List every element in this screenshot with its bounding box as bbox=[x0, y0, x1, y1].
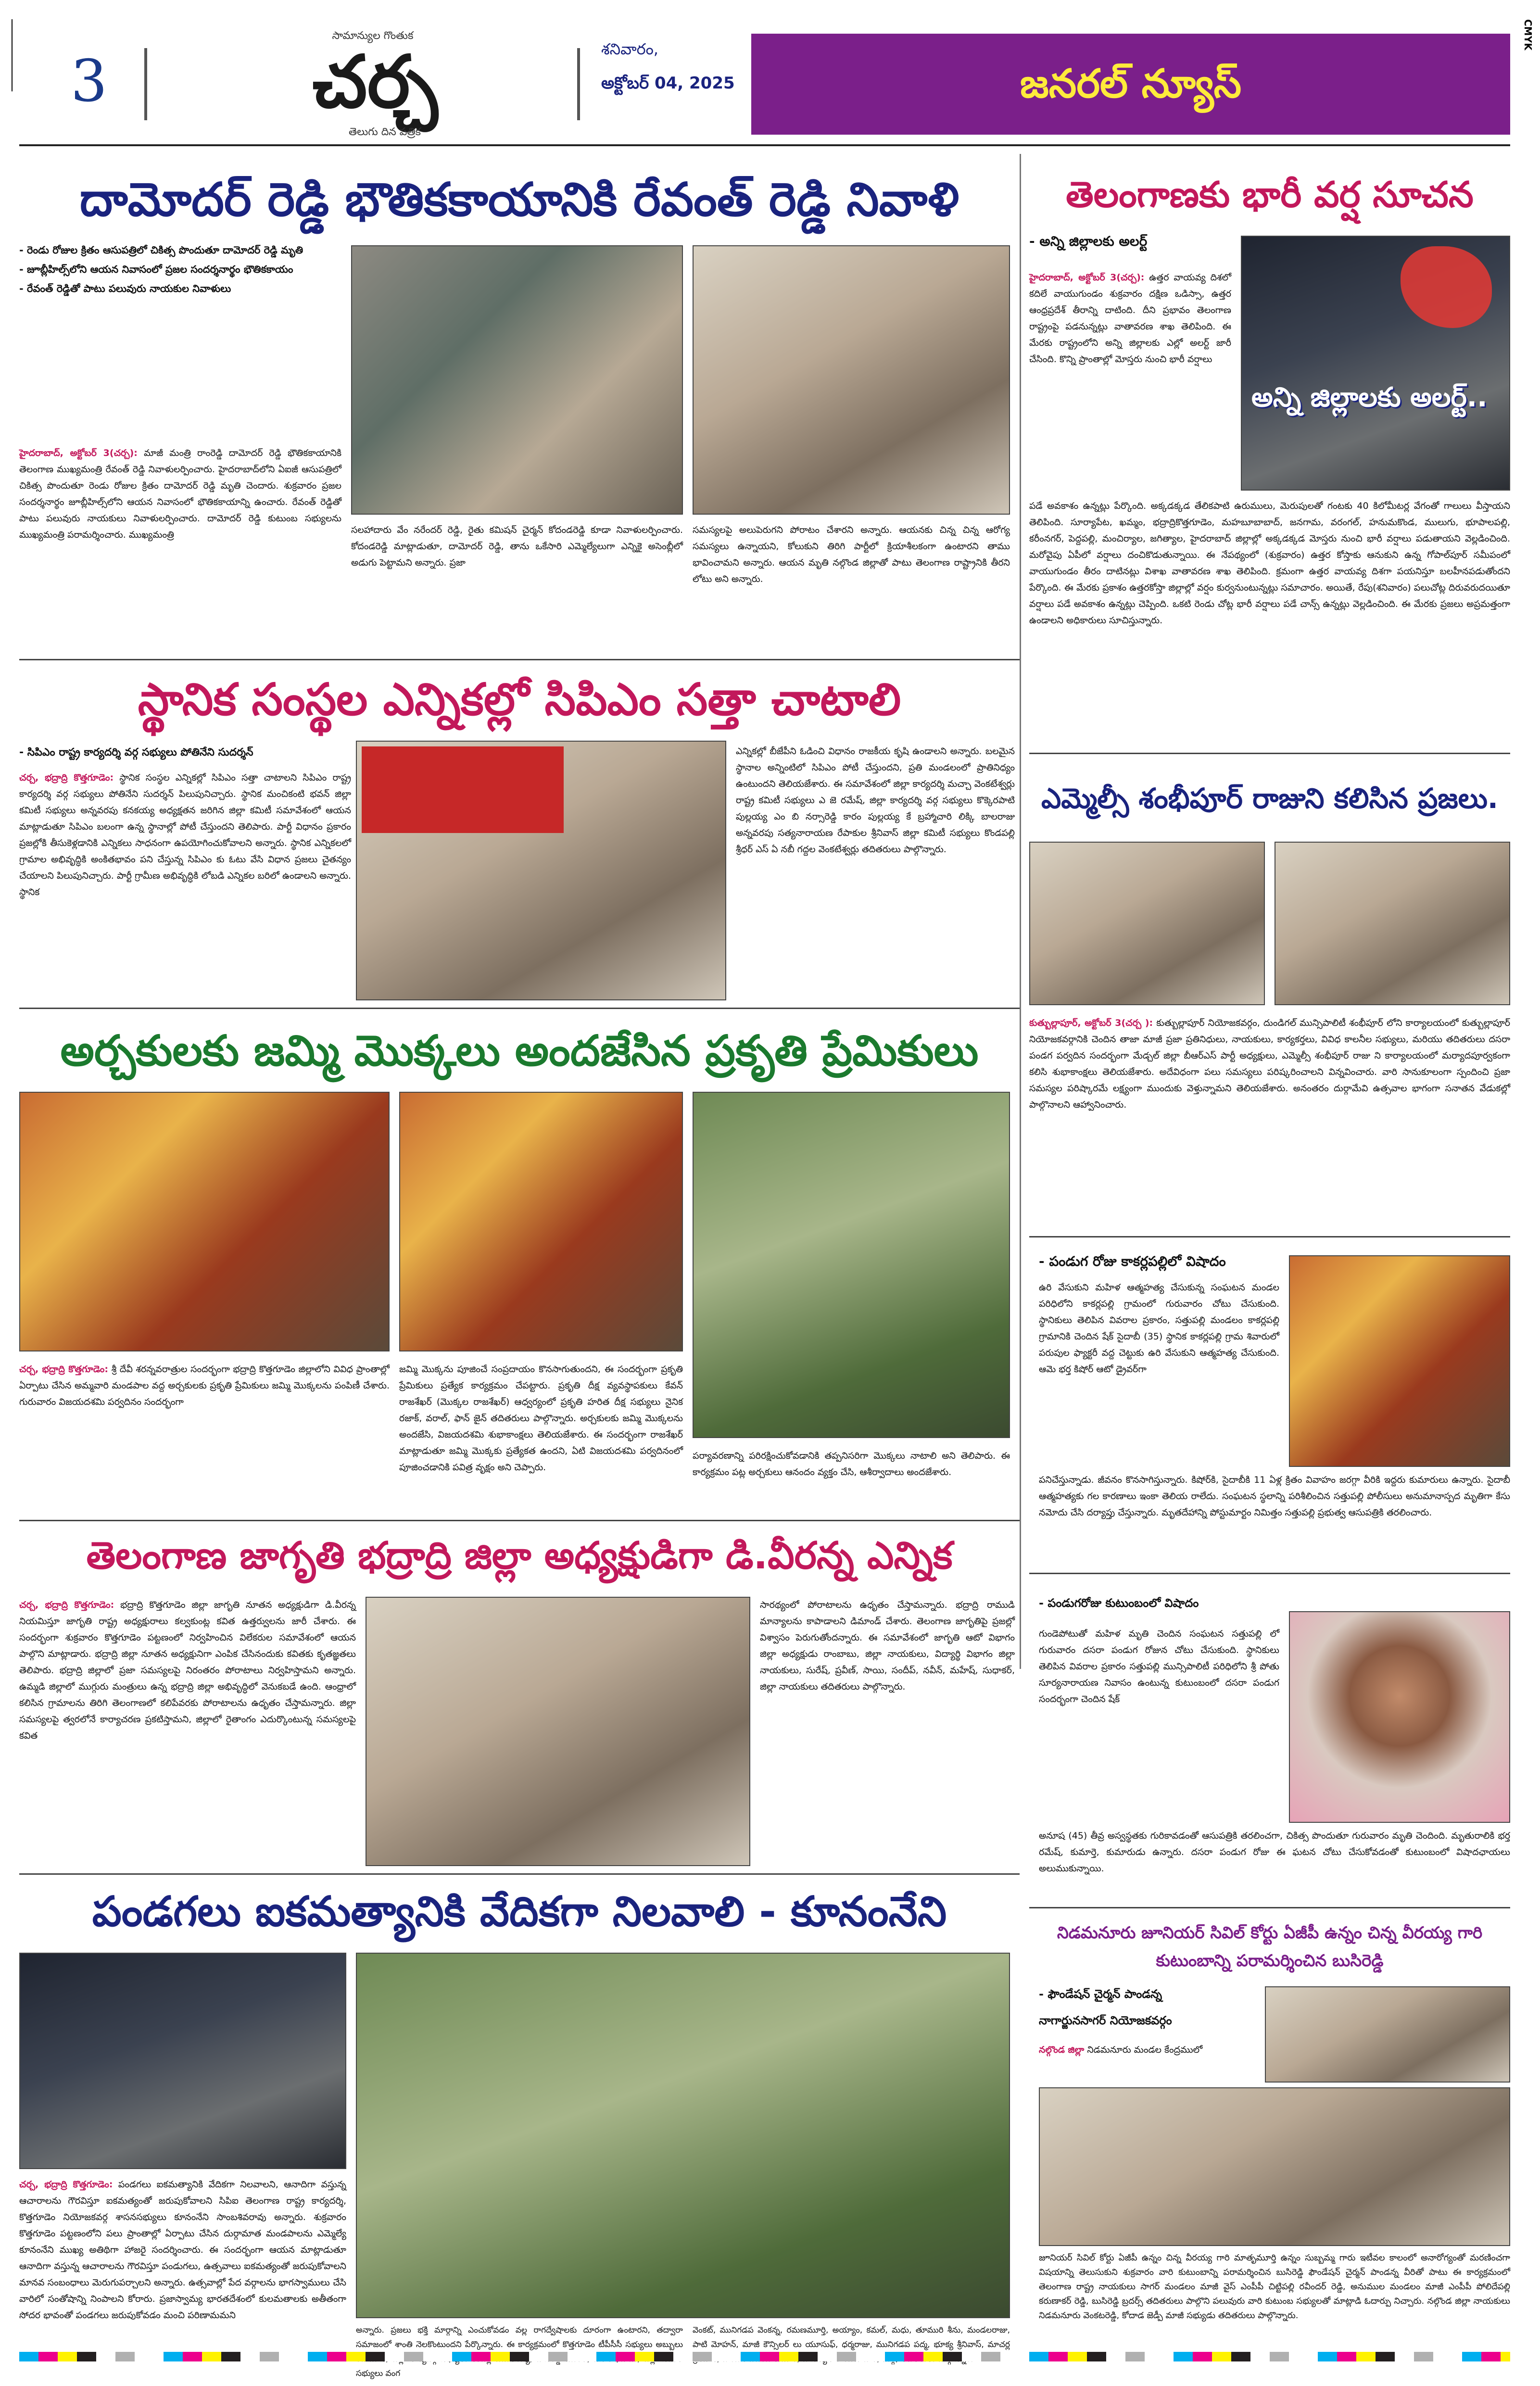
story1-body-col2: సలహాదారు వేం నరేందర్ రెడ్డి, రైతు కమిషన్ చైర్మన్ కోదండరెడ్డి కూడా నివాళులర్పించారు. కోదండరెడ్డి మాట్లాడుతూ, దామోదర్ రెడ్డి, తాను ఒకేసారి ఎమ్మెల్యేలుగా ఎన్నికై అసెంబ్లీలో అడుగు పెట్టామని అన్నారు. ప్రజా bbox=[351, 525, 683, 568]
story5-body-col3: పర్యావరణాన్ని పరిరక్షించుకోవడానికి తప్పనిసరిగా మొక్కలు నాటాలి అని తెలిపారు. ఈ కార్యక్రమం పట్ల అర్చకులు ఆనందం వ్యక్తం చేసి, ఆశీర్వాదాలు అందజేశారు. bbox=[693, 1451, 1010, 1477]
masthead-logo bbox=[250, 29, 500, 144]
story4-photo-right bbox=[1275, 842, 1510, 1005]
story4-rule bbox=[1029, 1236, 1510, 1237]
story3-photo-meeting bbox=[356, 741, 726, 1000]
story5-headline: అర్చకులకు జమ్మి మొక్కలు అందజేసిన ప్రకృతి ప్రేమికులు bbox=[60, 1026, 979, 1075]
story7-byline: చర్చ, భద్రాద్రి కొత్తగూడెం: bbox=[19, 1600, 114, 1610]
story10-lead bbox=[1039, 2042, 1250, 2061]
story8-headline: - పండుగరోజు కుటుంబంలో విషాదం bbox=[1039, 1596, 1199, 1610]
story8-photo-portrait bbox=[1289, 1611, 1510, 1823]
story7-rule bbox=[19, 1873, 1020, 1875]
story10-photo-large bbox=[1039, 2087, 1510, 2246]
issue-date: అక్టోబర్ 04, 2025 bbox=[601, 74, 735, 93]
story9-photo-mandapam bbox=[356, 1953, 1010, 2318]
story7-headline: తెలంగాణ జాగృతి భద్రాద్రి జిల్లా అధ్యక్షుడిగా డి.వీరన్న ఎన్నిక bbox=[86, 1534, 953, 1578]
story9-text: పండగలు ఐకమత్యానికి వేదికగా నిలవాలని, ఆనాదిగా వస్తున్న ఆచారాలను గౌరవిస్తూ ఐకమత్యంతో జరుపుకోవాలని సిపిఐ తెలంగాణ రాష్ట్ర కార్యదర్శి, కొత్తగూడెం నియోజకవర్గ శాసనసభ్యులు కూనంనేని సాంబశివరావు అన్నారు. శుక్రవారం కొత్తగూడెం పట్టణంలోని పలు ప్రాంతాల్లో ఏర్పాటు చేసిన దుర్గామాత మండపాలను ఎమ్మెల్యే కూనంనేని ముఖ్య అతిథిగా హాజరై సందర్శించారు. ఈ సందర్భంగా ఆయన మాట్లాడుతూ ఆనాదిగా వస్తున్న ఆచారాలను గౌరవిస్తూ పండుగలు, ఉత్సవాలు ఐకమత్యంతో జరుపుకోవాలని మానవ సంబంధాలు మెరుగుపర్చాలని అన్నారు. ఉత్సవాల్లో పేద వర్గాలను భాగస్వాములు చేసి వారిలో సంతోషాన్ని నింపాలని కోరారు. ప్రజాస్వామ్య భారతదేశంలో కులమతాలకు అతీతంగా సోదర భావంతో పండగలు జరుపుకోవడం మంచి పరిణామమని bbox=[19, 2179, 346, 2321]
color-mark-right: CMYK bbox=[1522, 19, 1534, 50]
story4-headline: ఎమ్మెల్సీ శంభీపూర్ రాజుని కలిసిన ప్రజలు. bbox=[1041, 782, 1498, 815]
story1-bullet: - రెండు రోజుల క్రితం ఆసుపత్రిలో చికిత్స పొందుతూ దామోదర్ రెడ్డి మృతి bbox=[19, 244, 303, 256]
story6-body: పనిచేస్తున్నాడు. జీవనం కొనసాగిస్తున్నారు. కిషోర్‌కి, సైదాబీకి 11 ఏళ్ల క్రితం వివాహం జరగ్గా వీరికి ఇద్దరు కుమారులు ఉన్నారు. సైదాబీ ఆత్మహత్యకు గల కారణాలు ఇంకా తెలియ రాలేదు. సంఘటన స్థలాన్ని పరిశీలించిన సత్తుపల్లి పోలీసులు అనుమానాస్పద మృతిగా కేసు నమోదు చేసి దర్యాప్తు చేస్తున్నారు. మృతదేహాన్ని పోస్టుమార్టం నిమిత్తం సత్తుపల్లి ప్రభుత్వ ఆసుపత్రికి తరలించారు. bbox=[1039, 1475, 1510, 1518]
story4-photo-left bbox=[1029, 842, 1265, 1005]
story8-lead: గుండెపోటుతో మహిళ మృతి చెందిన సంఘటన సత్తుపల్లి లో గురువారం దసరా పండుగ రోజున చోటు చేసుకుంది. స్థానికులు తెలిపిన వివరాల ప్రకారం సత్తుపల్లి మున్సిపాలిటీ పరిధిలోని శ్రీ పోతు సూర్యనారాయణ నివాసం ఉంటున్న కుటుంబంలో దసరా పండుగ సందర్భంగా చెందిన షేక్ bbox=[1039, 1629, 1279, 1704]
story6-headline: - పండుగ రోజు కాకర్లపల్లిలో విషాదం bbox=[1039, 1253, 1226, 1269]
story7-text: భద్రాద్రి కొత్తగూడెం జిల్లా జాగృతి నూతన అధ్యక్షుడిగా డి.వీరన్న నియమిస్తూ జాగృతి రాష్ట్ర అధ్యక్షురాలు కల్వకుంట్ల కవిత ఉత్తర్వులను జారీ చేశారు. ఈ సందర్భంగా శుక్రవారం కొత్తగూడెం పట్టణంలో నిర్వహించిన విలేకరుల సమావేశంలో ఆయన పాల్గొని మాట్లాడారు. భద్రాద్రి జిల్లా నూతన అధ్యక్షునిగా ఎంపిక చేసినందుకు కవితకు కృతజ్ఞతలు తెలిపారు. భద్రాద్రి జిల్లాలో ప్రజా సమస్యలపై నిరంతరం పోరాటాలు నిర్వహిస్తామని అన్నారు. ఉమ్మడి జిల్లాలో ముగ్గురు మంత్రులు ఉన్న భద్రాద్రి జిల్లా అభివృద్ధిలో వెనుకబడే ఉంది. ఆంధ్రాలో కలిసిన గ్రామాలను తిరిగి తెలంగాణలో కలిపేవరకు పోరాటాలను ఉధృతం చేస్తామన్నారు. జిల్లా సమస్యలపై త్వరలోనే కార్యాచరణ ప్రకటిస్తామని, జిల్లాలో రైతాంగం ఎదుర్కొంటున్న సమస్యలపై కవిత bbox=[19, 1600, 356, 1741]
story9-body-col2: అన్నారు. ప్రజలు భక్తి మార్గాన్ని ఎంచుకోవడం వల్ల రాగద్వేషాలకు దూరంగా ఉంటారని, తద్వారా సమాజంలో శాంతి నెలకొంటుందని పేర్కొన్నారు. ఈ కార్యక్రమంలో కొత్తగూడెం టీపీసీసీ సభ్యులు అబ్బులు సభ్యులు వంగ bbox=[356, 2325, 683, 2378]
story6-lead: ఉరి వేసుకుని మహిళ ఆత్మహత్య చేసుకున్న సంఘటన మండల పరిధిలోని కాకర్లపల్లి గ్రామంలో గురువారం చోటు చేసుకుంది. స్థానికులు తెలిపిన వివరాల ప్రకారం, సత్తుపల్లి మండలం కాకర్లపల్లి గ్రామానికి చెందిన షేక్ సైదాబీ (35) స్థానిక కాకర్లపల్లి గ్రామ శివారులో పరుపుల ఫ్యాక్టరీ వద్ద చెట్టుకు ఉరి వేసుకుని ఆత్మహత్య చేసుకుంది. ఆమె భర్త కిషోర్ ఆటో డ్రైవర్‌గా bbox=[1039, 1282, 1279, 1375]
story10-subhead2: నాగార్జునసాగర్ నియోజకవర్గం bbox=[1039, 2014, 1172, 2027]
story5-body-col1 bbox=[19, 1361, 390, 1515]
cpm-banner bbox=[362, 746, 564, 833]
story2-rule bbox=[1029, 753, 1510, 754]
section-title: జనరల్ న్యూస్ bbox=[1020, 61, 1242, 107]
story2-headline: తెలంగాణకు భారీ వర్ష సూచన bbox=[1066, 174, 1474, 215]
column-divider bbox=[1020, 154, 1021, 1669]
story3-byline: చర్చ, భద్రాద్రి కొత్తగూడెం: bbox=[19, 772, 114, 783]
story10-body: జూనియర్ సివిల్ కోర్టు ఏజీపీ ఉన్నం చిన్న వీరయ్య గారి మాతృమూర్తి ఉన్నం సుబ్బమ్మ గారు ఇటీవల కాలంలో అనారోగ్యంతో మరణించగా విషయాన్ని తెలుసుకుని శుక్రవారం వారి కుటుంబాన్ని పరామర్శించిన బుసిరెడ్డి ఫౌండేషన్ చైర్మన్ పాండన్న వీరితో పాటు ఈ కార్యక్రమంలో తెలంగాణ రాష్ట్ర నాయకులు సాగర్ మండలం మాజీ వైస్ ఎంపీపీ చిట్టిపల్లి రవీందర్ రెడ్డి, అనుముల మండలం మాజీ ఎంపీపీ పోలిదేపల్లి కరుణాకర్ రెడ్డి, బుసిరెడ్డి బ్రదర్స్ తదితరులు పాల్గొని పలువురు వారి కుటుంబ సభ్యులతో మాట్లాడి ఓదార్పు నిచ్చారు. నల్గొండ జిల్లా నాయకులు నిడమనూరు వెంకటరెడ్డి, కోదాడ జెడ్పీ మాజీ సభ్యుడు తదితరులు పాల్గొన్నారు. bbox=[1039, 2253, 1510, 2321]
issue-day: శనివారం, bbox=[601, 40, 658, 58]
story4-body bbox=[1029, 1015, 1510, 1226]
story10-subhead1: - ఫౌండేషన్ చైర్మన్ పాండన్న bbox=[1039, 1987, 1162, 2001]
story3-rule bbox=[19, 1008, 1020, 1009]
masthead-divider-right bbox=[577, 48, 580, 120]
logo-subtitle: తెలుగు దిన పత్రిక bbox=[348, 126, 421, 138]
story7-body-col1 bbox=[19, 1597, 356, 1866]
footer-color-bar bbox=[19, 2352, 1510, 2361]
story6-photo bbox=[1289, 1255, 1510, 1467]
story9-byline: చర్చ, భద్రాద్రి కొత్తగూడెం: bbox=[19, 2179, 113, 2190]
story1-photo-leaders bbox=[693, 245, 1010, 515]
story4-text: కుత్బుల్లాపూర్ నియోజకవర్గం, దుండిగల్ మున్సిపాలిటీ శంభీపూర్ లోని కార్యాలయంలో కుత్బుల్లాపూర్ నియోజకవర్గానికి చెందిన తాజా మాజీ ప్రజా ప్రతినిధులు, నాయకులు, కార్యకర్తలు, వివిధ కాలనీల సభ్యులు, మరియు తదితరులు దసరా పండగ పర్వదిన సందర్భంగా మేడ్చల్ జిల్లా బీఆర్‌ఎస్ పార్టీ అధ్యక్షులు, ఎమ్మెల్సీ శంభీపూర్ రాజు ని కార్యాలయంలో మర్యాదపూర్వకంగా కలిసి శుభాకాంక్షలు తెలియజేశారు. అదేవిధంగా పలు సమస్యలు పరిష్కరించాలని విన్నవించారు. వారి సానుకూలంగా స్పందించి ప్రజా సమస్యల పరిష్కారమే లక్ష్యంగా ముందుకు వెళ్తున్నామని తెలియజేశారు. అనంతరం దుర్గామేవి ఉత్సవాల భాగంగా సనాతన వేడుకల్లో పాల్గొనాలని ఆహ్వానించారు. bbox=[1029, 1018, 1511, 1110]
story4-byline: కుత్బుల్లాపూర్, అక్టోబర్ 3(చర్చ ): bbox=[1029, 1018, 1153, 1028]
story1-bullet: - రేవంత్ రెడ్డితో పాటు పలువురు నాయకుల నివాళులు bbox=[19, 283, 231, 294]
story5-rule bbox=[19, 1520, 1020, 1521]
story1-bullet: - జూబ్లీహిల్స్‌లోని ఆయన నివాసంలో ప్రజల సందర్శనార్థం భౌతికకాయం bbox=[19, 264, 293, 275]
story1-byline: హైదరాబాద్, అక్టోబర్ 3(చర్చ): bbox=[19, 448, 138, 458]
story1-bullets bbox=[19, 240, 341, 298]
story5-body-col2: జమ్మి మొక్కను పూజించే సంప్రదాయం కొనసాగుతుందని, ఈ సందర్భంగా ప్రకృతి ప్రేమికులు ప్రత్యేక కార్యక్రమం చేపట్టారు. ప్రకృతి దీక్ష వ్యవస్థాపకులు కేవన్ రాజశేఖర్ (మొక్కల రాజశేఖర్) ఆధ్వర్యంలో ప్రకృతి హరిత దీక్ష సభ్యులు నైనిక రజాక్, వరాల్, ఫాన్ జైన్ తదితరులు పాల్గొన్నారు. అర్చకులకు జమ్మి మొక్కలను అందజేసి, విజయదశమి శుభాకాంక్షలు తెలియజేశారు. ఈ సందర్భంగా రాజశేఖర్ మాట్లాడుతూ జమ్మి మొక్కకు ప్రత్యేకత ఉందని, ఏటి విజయదశమి పర్వదినంలో పూజించడానికి పవిత్ర వృక్షం అని చెప్పారు. bbox=[399, 1364, 683, 1473]
story8-body: అనూష (45) తీవ్ర అస్వస్థతకు గురికావడంతో ఆసుపత్రికి తరలించగా, చికిత్స పొందుతూ గురువారం మృతి చెందింది. మృతురాలికి భర్త రమేష్, కుమార్తె, కుమారుడు ఉన్నారు. దసరా పండుగ రోజు ఈ ఘటన చోటు చేసుకోవడంతో కుటుంబంలో విషాదఛాయలు అలుముకున్నాయి. bbox=[1039, 1831, 1510, 1874]
story10-byline: నల్గొండ జిల్లా bbox=[1039, 2045, 1085, 2055]
story2-lead-text: ఉత్తర వాయవ్య దిశలో కదిలే వాయుగుండం శుక్రవారం దక్షిణ ఒడిస్సా, ఉత్తర ఆంధ్రప్రదేశ్ తీరాన్ని దాటింది. దీని ప్రభావం తెలంగాణ రాష్ట్రంపై పడనున్నట్లు వాతావరణ శాఖ తెలిపింది. ఈ మేరకు రాష్ట్రంలోని అన్ని జిల్లాలకు ఎల్లో అలర్ట్ జారీ చేసింది. కొన్ని ప్రాంతాల్లో మోస్తరు నుంచి భారీ వర్షాలు bbox=[1029, 272, 1232, 365]
story2-lead bbox=[1029, 269, 1231, 491]
logo-tagline: సామాన్యుల గొంతుక bbox=[332, 30, 414, 42]
story2-byline: హైదరాబాద్, అక్టోబర్ 3(చర్చ): bbox=[1029, 272, 1145, 283]
story5-text: శ్రీ దేవీ శరన్నవరాత్రుల సందర్భంగా భద్రాద్రి కొత్తగూడెం జిల్లాలోని వివిధ ప్రాంతాల్లో ఏర్పాటు చేసిన అమ్మవారి మండపాల వద్ద అర్చకులకు ప్రకృతి ప్రేమికులు జమ్మి మొక్కలను పంపిణీ చేశారు. గురువారం విజయదశమి పర్వదినం సందర్భంగా bbox=[19, 1364, 390, 1407]
telangana-map-icon bbox=[1401, 246, 1492, 328]
registration-mark-left bbox=[2, 19, 13, 91]
story2-subhead: - అన్ని జిల్లాలకు అలర్ట్ bbox=[1029, 233, 1148, 249]
story10-headline: నిడమనూరు జూనియర్ సివిల్ కోర్టు ఏజీపీ ఉన్నం చిన్న వీరయ్య గారి కుటుంబాన్ని పరామర్శించిన బుసిరెడ్డి bbox=[1057, 1923, 1483, 1970]
story1-body-col1 bbox=[19, 445, 341, 652]
story10-lead-text: నిడమనూరు మండల కేంద్రములో bbox=[1087, 2045, 1203, 2055]
story2-photo-caption: అన్ని జిల్లాలకు అలర్ట్.. bbox=[1251, 382, 1488, 413]
story5-photo-priests bbox=[399, 1092, 683, 1351]
masthead-divider-left bbox=[144, 48, 147, 120]
story9-photo-group bbox=[19, 1953, 346, 2169]
story9-body-col3: వెంకట్, మునిగడప వెంకన్న, రమణమూర్తి, అయ్యాం, కమల్, మధు, తూమురి శీను, మండలరాజు, పాటి మోహన్, మాజీ కౌన్సిలర్ లు యూసుఫ్, ధర్మరాజు, మునిగడప పద్మ, భూక్య శ్రీనివాస్, మాచర్ల bbox=[693, 2325, 1010, 2349]
story1-photo-tribute bbox=[351, 245, 683, 515]
story6-rule bbox=[1029, 1573, 1510, 1574]
story9-headline: పండగలు ఐకమత్యానికి వేదికగా నిలవాలి - కూనంనేని bbox=[92, 1888, 947, 1936]
story7-body-col2: సారథ్యంలో పోరాటాలను ఉధృతం చేస్తామన్నారు. భద్రాద్రి రాముడి మాన్యాలను కాపాడాలని డిమాండ్ చేశారు. తెలంగాణ జాగృతిపై ప్రజల్లో విశ్వాసం పెరుగుతోందన్నారు. ఈ సమావేశంలో జాగృతి ఆటో విభాగం జిల్లా అధ్యక్షుడు రాంబాబు, జిల్లా నాయకులు, విద్యార్థి విభాగం జిల్లా నాయకులు, సురేష్, ప్రవీణ్, సాయి, సందీప్, నవీన్, మహేష్, సుధాకర్, జిల్లా నాయకులు తదితరులు పాల్గొన్నారు. bbox=[760, 1600, 1015, 1692]
page-number: 3 bbox=[70, 48, 108, 115]
story3-subhead: - సిపిఎం రాష్ట్ర కార్యదర్శి వర్గ సభ్యులు పోతినేని సుదర్శన్ bbox=[19, 746, 253, 758]
story8-rule bbox=[1029, 1907, 1510, 1908]
story5-photo-plant bbox=[693, 1092, 1010, 1438]
story2-body: పడే అవకాశం ఉన్నట్లు పేర్కొంది. అక్కడక్కడ తేలికపాటి ఉరుములు, మెరుపులతో గంటకు 40 కిలోమీటర్ల వేగంతో గాలులు వీస్తాయని తెలిపింది. సూర్యాపేట, ఖమ్మం, భద్రాద్రికొత్తగూడెం, మహబూబాబాద్, జనగామ, వరంగల్, హనుమకొండ, ములుగు, భూపాలపల్లి, కరీంనగర్, పెద్దపల్లి, మంచిర్యాల, జగిత్యాల, హైదరాబాద్ జిల్లాల్లో అక్కడక్కడ మోస్తరు నుంచి భారీ వర్షాలు పడుతాయని వెల్లడించింది. మరోవైపు ఏపీలో వర్షాలు దంచికొడుతున్నాయి. ఈ నేపథ్యంలో (శుక్రవారం) ఉత్తర కోస్తాకు ఆనుకుని ఉన్న గోపాల్‌పూర్ సమీపంలో వాయుగుండం తీరం దాటినట్లు విశాఖ వాతావరణ శాఖ తెలిపింది. క్రమంగా ఉత్తర వాయవ్య దిశగా పయనిస్తూ బలహీనపడుతోందని పేర్కొంది. ఈ మేరకు ప్రకాశం ఉత్తరకోస్తా జిల్లాల్లో వర్షం కుర్వనుంటున్నట్లు సమాచారం. అయితే, రేపు(శనివారం) పలుచోట్ల దిరువరుదయితూ వర్షాలు పడే అవకాశం ఉన్నట్లు చెప్పింది. ఒకటి రెండు చోట్ల భారీ వర్షాలు పడే చాన్స్ ఉన్నట్లు వెల్లడించింది. ఈ మేరకు ప్రజలు అప్రమత్తంగా ఉండాలని అధికారులు సూచిస్తున్నారు. bbox=[1029, 501, 1510, 626]
story5-byline: చర్చ, భద్రాద్రి కొత్తగూడెం: bbox=[19, 1364, 109, 1375]
story9-body-col1 bbox=[19, 2176, 346, 2335]
story7-photo-press bbox=[366, 1597, 750, 1866]
story3-text: స్థానిక సంస్థల ఎన్నికల్లో సిపిఎం సత్తా చాటాలని సిపిఎం రాష్ట్ర కార్యదర్శి వర్గ సభ్యులు పోతినేని సుదర్శన్ పిలుపునిచ్చారు. స్థానిక మంచికంటి భవన్ జిల్లా కమిటీ సభ్యులు అన్నవరపు కనకయ్య అధ్యక్షతన జరిగిన జిల్లా కమిటీ సమావేశంలో ఆయన మాట్లాడుతూ సిపిఎం బలంగా ఉన్న స్థానాల్లో పోటీ చేస్తుందని తెలిపారు. పార్టీ విధానం ప్రకారం ప్రజల్లోకి తీసుకెళ్లడానికి ఎన్నికలు సాధనంగా ఉపయోగించుకోవాలని అన్నారు. స్థానిక ఎన్నికలలో గ్రామాల అభివృద్ధికి అంకితభావం పని చేస్తున్న సిపిఎం కు ఓటు వేసి విధాన ప్రజలు చైతన్యం చేయాలని పిలుపునిచ్చారు. పార్టీ గ్రామీణ అభివృద్ధికి లోబడి ఎన్నికల బరిలో ఉండాలని అన్నారు. స్థానిక bbox=[19, 772, 351, 897]
story2-photo-rain bbox=[1241, 236, 1510, 491]
story1-body-col3: సమస్యలపై అలుపెరుగని పోరాటం చేశారని అన్నారు. ఆయనకు చిన్న చిన్న ఆరోగ్య సమస్యలు ఉన్నాయని, కోలుకుని తిరిగి పార్టీలో క్రియాశీలకంగా ఉంటారని తాము భావించామని అన్నారు. ఆయన మృతి నల్గొండ జిల్లాతో పాటు తెలంగాణ రాష్ట్రానికి తీరని లోటు అని అన్నారు. bbox=[693, 525, 1010, 584]
story5-photo-devotees bbox=[19, 1092, 390, 1351]
story10-photo-small bbox=[1265, 1986, 1510, 2083]
story3-body-col1 bbox=[19, 770, 351, 1000]
story1-text: మాజీ మంత్రి రాంరెడ్డి దామోదర్ రెడ్డి భౌతికకాయానికి తెలంగాణ ముఖ్యమంత్రి రేవంత్ రెడ్డి నివాళులర్పించారు. హైదరాబాద్‌లోని ఏఐజీ ఆసుపత్రిలో చికిత్స పొందుతూ రెండు రోజుల క్రితం దామోదర్ రెడ్డి మృతి చెందారు. శుక్రవారం ప్రజల సందర్శనార్థం జూబ్లీహిల్స్‌లోని ఆయన నివాసంలో భౌతికకాయాన్ని ఉంచారు. రేవంత్ రెడ్డితో పాటు పలువురు నాయకులు నివాళులర్పించారు. దామోదర్ రెడ్డి కుటుంబ సభ్యులను ముఖ్యమంత్రి పరామర్శించారు. ముఖ్యమంత్రి bbox=[19, 448, 341, 540]
masthead-rule bbox=[19, 144, 1510, 146]
logo-name: చర్చ bbox=[312, 40, 438, 124]
story1-headline: దామోదర్ రెడ్డి భౌతికకాయానికి రేవంత్ రెడ్డి నివాళి bbox=[79, 173, 959, 227]
story3-body-col2: ఎన్నికల్లో బీజేపీని ఓడించి విధానం రాజకీయ కృషి ఉండాలని అన్నారు. బలమైన స్థానాల అన్నింటిలో సిపిఎం పోటీ చేస్తుందని, ప్రతి మండలంలో ప్రాతినిధ్యం ఉంటుందని తెలియజేశారు. ఈ సమావేశంలో జిల్లా కార్యదర్శి మచ్చా వెంకటేశ్వర్లు రాష్ట్ర కమిటీ సభ్యులు ఎ జె రమేష్, జిల్లా కార్యదర్శి వర్గ సభ్యులు కొక్కెరపాటి పుల్లయ్య ఎం బి నర్సారెడ్డి కారం పుల్లయ్య కే బ్రహ్మాచారి లిక్కి బాలరాజు అన్నవరపు సత్యనారాయణ రేపాకుల శ్రీనివాస్ జిల్లా కమిటీ సభ్యులు కొండపల్లి శ్రీధర్ ఎస్ ఏ నబీ గద్దల వెంకటేశ్వర్లు తదితరులు పాల్గొన్నారు. bbox=[736, 746, 1015, 855]
story3-headline: స్థానిక సంస్థల ఎన్నికల్లో సిపిఎం సత్తా చాటాలి bbox=[138, 674, 901, 725]
story1-rule bbox=[19, 659, 1020, 660]
